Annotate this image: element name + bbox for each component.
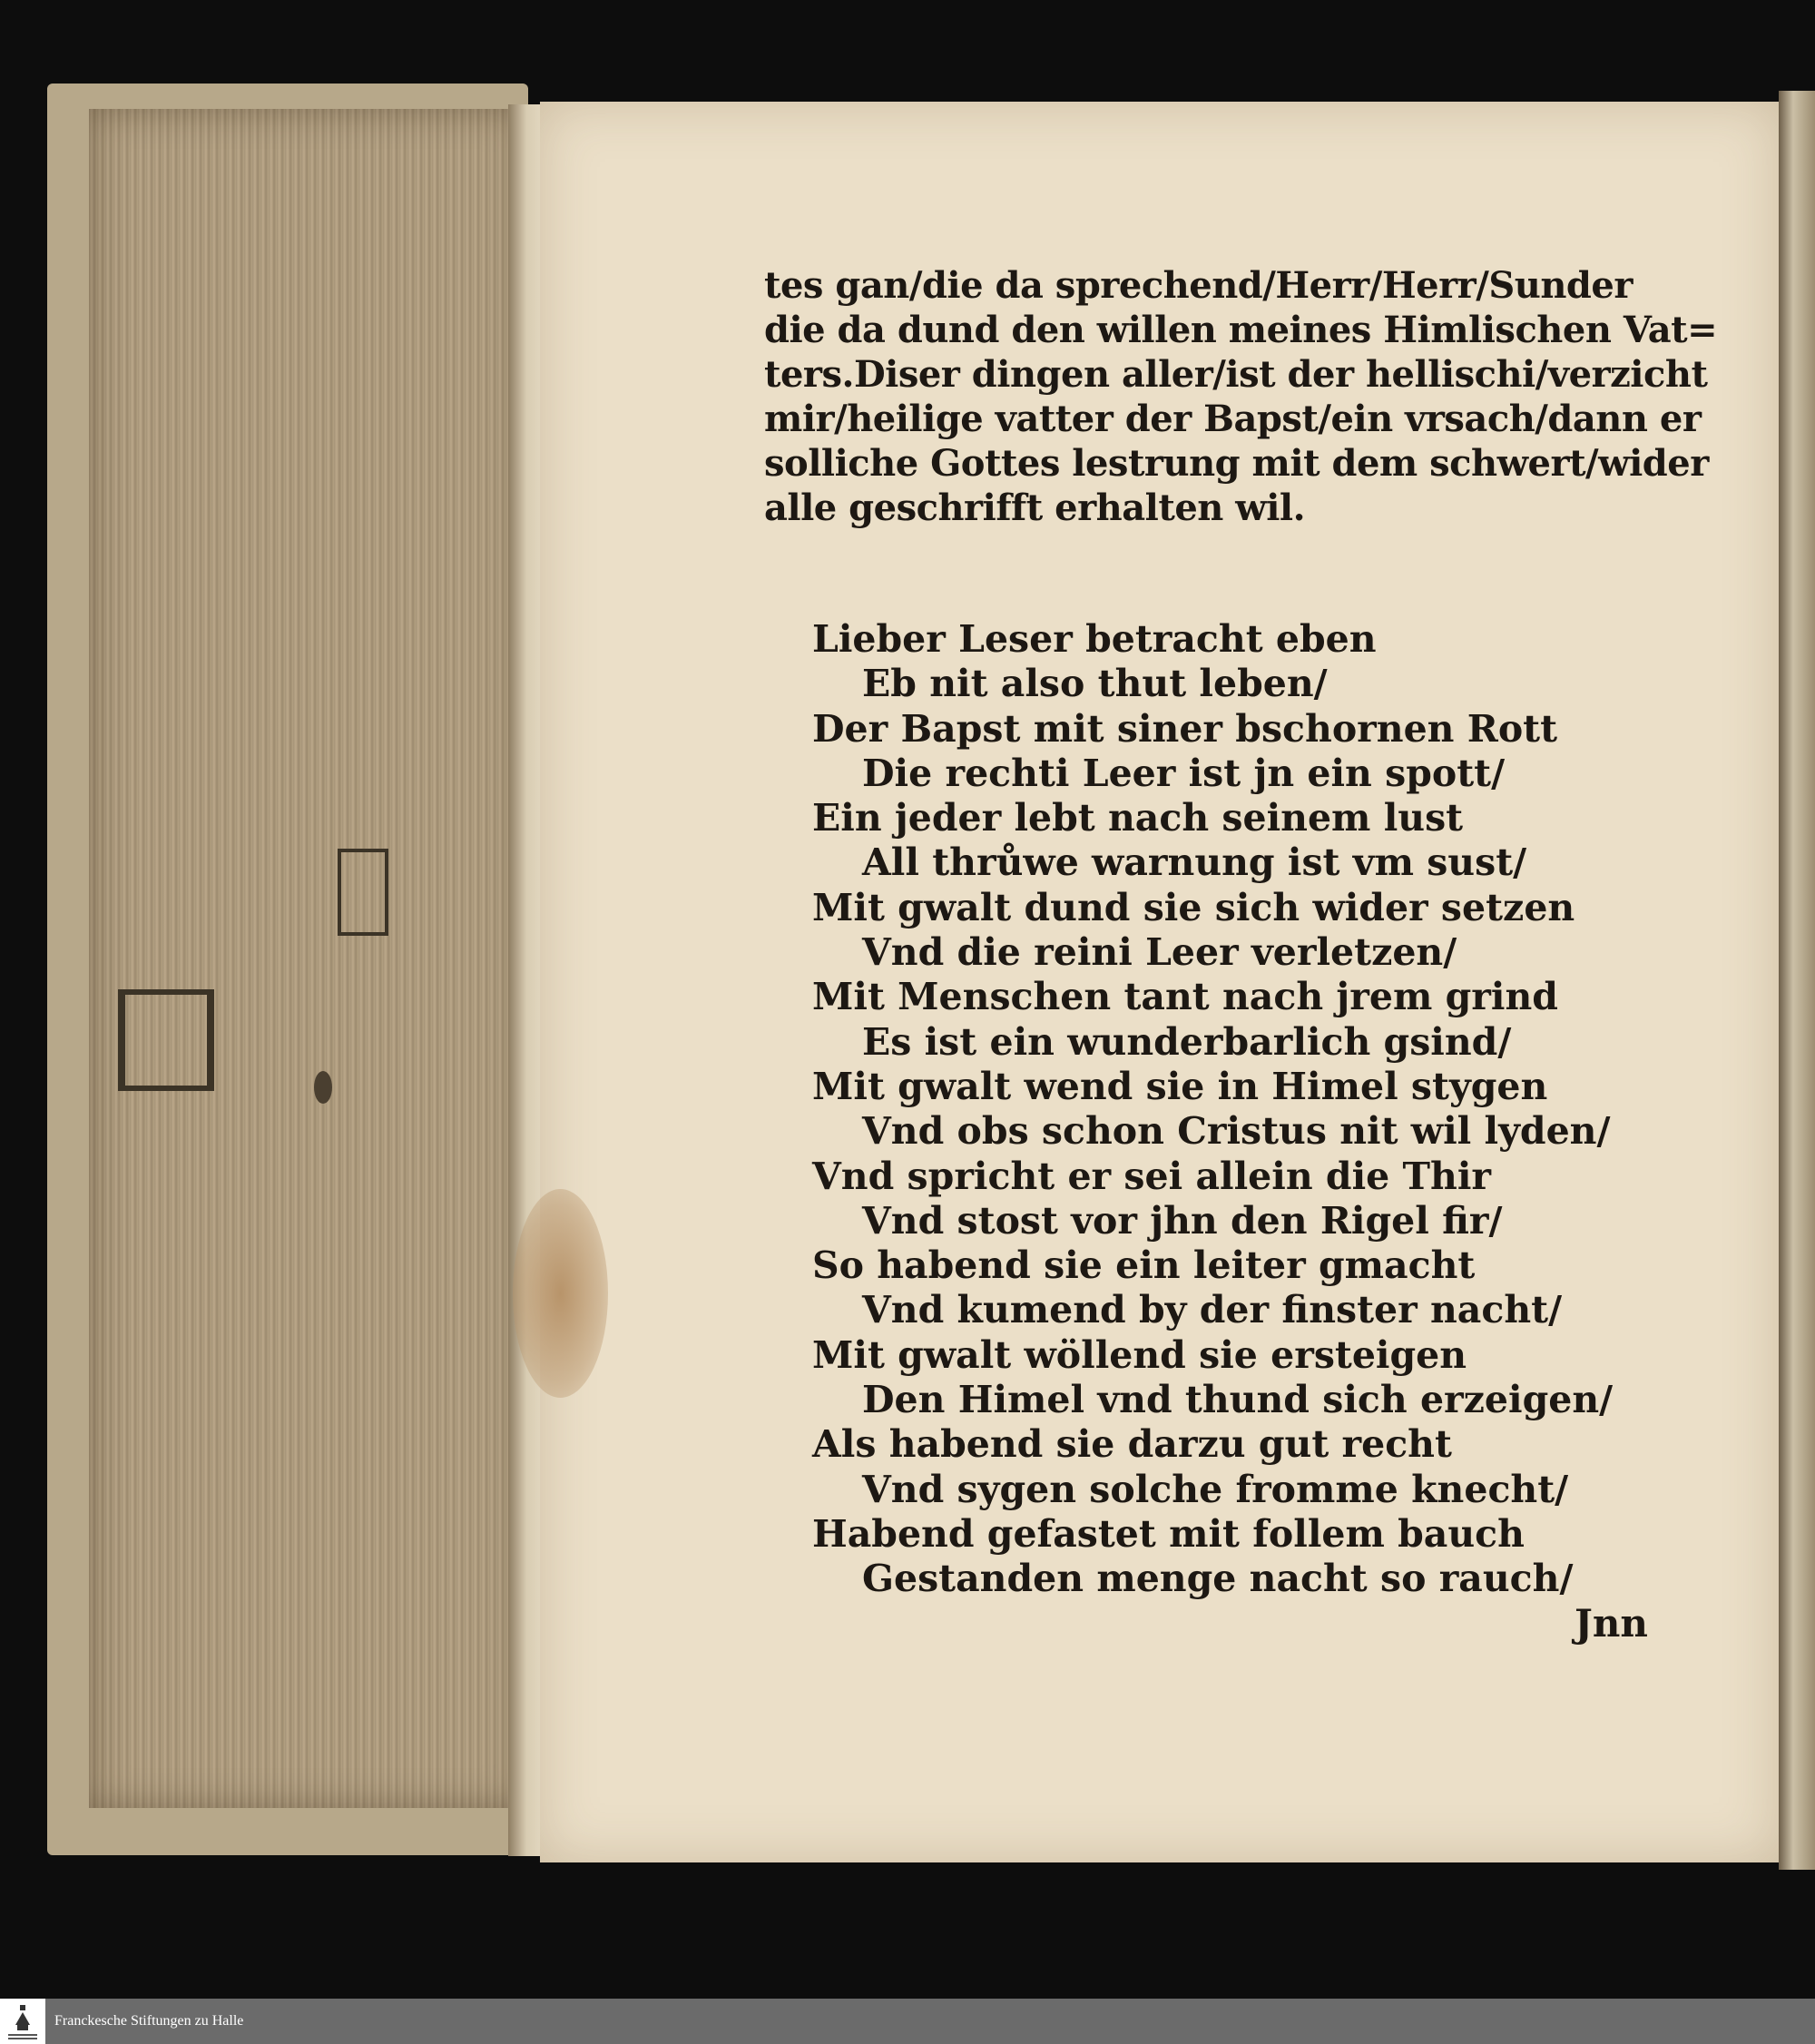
verse-line: All thrůwe warnung ist vm sust/ [862,840,1527,885]
prose-line: alle geschrifft erhalten wil. [764,486,1306,529]
verse-line: Eb nit also thut leben/ [862,662,1328,706]
page-fore-edge [89,109,525,1808]
verse-line: Vnd sygen solche fromme knecht/ [862,1467,1569,1511]
prose-line: die da dund den willen meines Himlischen Vat= [764,309,1718,351]
institution-name: Franckesche Stiftungen zu Halle [54,2013,244,2029]
facing-page-edge [1779,91,1815,1870]
prose-line: tes gan/die da sprechend/Herr/Herr/Sunder [764,264,1633,307]
edge-mark-small-square [338,849,388,936]
edge-mark-square [118,989,214,1091]
verse-line: Mit gwalt wend sie in Himel stygen [812,1064,1548,1108]
verse-line: Vnd die reini Leer verletzen/ [862,930,1457,975]
catchword: Jnn [1575,1601,1648,1646]
verse-line: Mit Menschen tant nach jrem grind [812,975,1558,1019]
viewer-footer-bar [0,1999,1815,2044]
edge-ink-spot [314,1071,332,1104]
verse-line: Die rechti Leer ist jn ein spott/ [862,751,1506,795]
verse-line: Lieber Leser betracht eben [812,617,1377,661]
prose-line: solliche Gottes lestrung mit dem schwert/wider [764,442,1709,485]
verse-poem [812,617,1613,1602]
verse-line: Als habend sie darzu gut recht [812,1422,1452,1467]
prose-paragraph [764,263,1718,530]
verse-line: Der Bapst mit siner bschornen Rott [812,706,1558,751]
verse-line: Gestanden menge nacht so rauch/ [862,1557,1574,1601]
verse-line: Vnd obs schon Cristus nit wil lyden/ [862,1109,1611,1154]
water-stain [513,1189,608,1398]
verse-line: Ein jeder lebt nach seinem lust [812,796,1464,840]
verse-line: Mit gwalt dund sie sich wider setzen [812,885,1575,929]
verse-line: Es ist ein wunderbarlich gsind/ [862,1019,1512,1064]
verse-line: Den Himel vnd thund sich erzeigen/ [862,1378,1614,1422]
verse-line: Vnd spricht er sei allein die Thir [812,1154,1492,1198]
verse-line: So habend sie ein leiter gmacht [812,1243,1476,1288]
institution-logo-icon[interactable] [0,1999,45,2044]
verse-line: Vnd stost vor jhn den Rigel fir/ [862,1198,1503,1243]
prose-line: ters.Diser dingen aller/ist der hellischi/verzicht [764,353,1708,396]
prose-line: mir/heilige vatter der Bapst/ein vrsach/dann er [764,398,1702,440]
verse-line: Habend gefastet mit follem bauch [812,1511,1525,1556]
verse-line: Mit gwalt wöllend sie ersteigen [812,1332,1467,1377]
verse-line: Vnd kumend by der finster nacht/ [862,1288,1563,1332]
